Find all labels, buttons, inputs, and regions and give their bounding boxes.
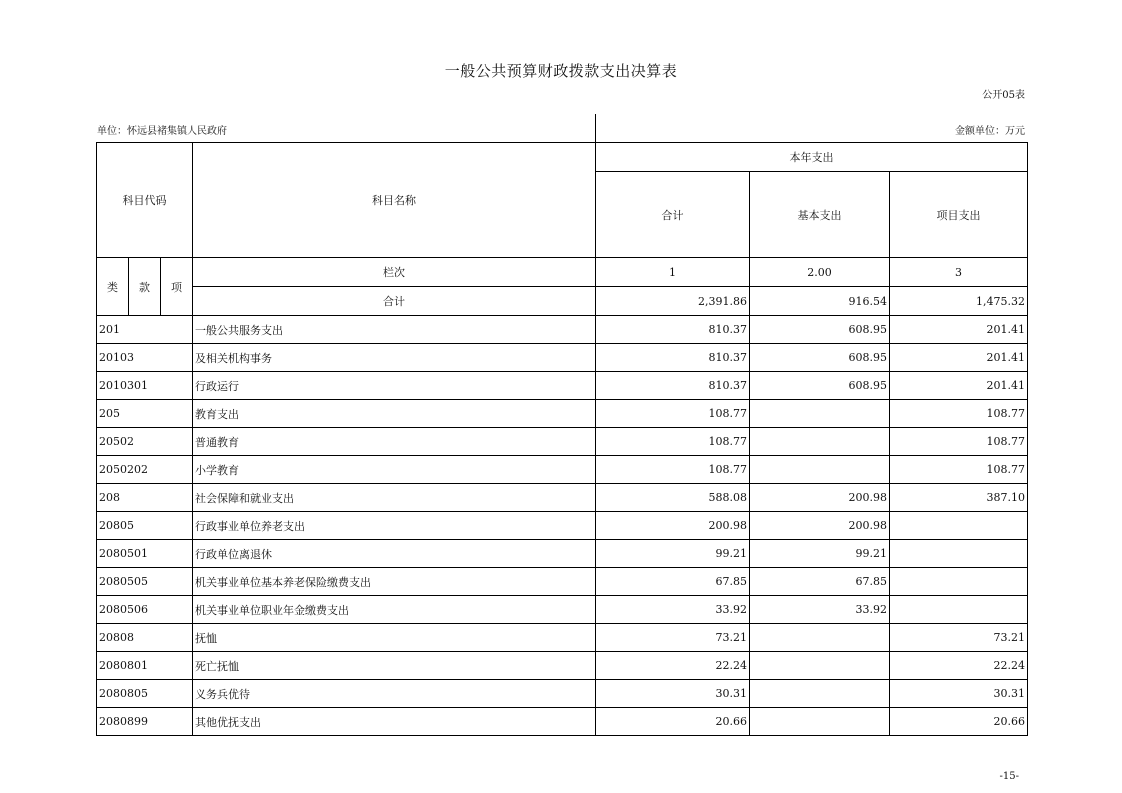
row-basic-expense: 99.21 — [750, 540, 890, 568]
row-total: 810.37 — [596, 344, 750, 372]
row-project-expense: 201.41 — [890, 316, 1028, 344]
page-number: -15- — [999, 771, 1019, 782]
row-project-expense — [890, 596, 1028, 624]
row-subject-name: 一般公共服务支出 — [193, 316, 596, 344]
row-basic-expense: 608.95 — [750, 316, 890, 344]
row-subject-name: 行政运行 — [193, 372, 596, 400]
row-subject-code: 20808 — [97, 624, 193, 652]
row-project-expense — [890, 512, 1028, 540]
header-basic-expense: 基本支出 — [750, 172, 890, 258]
header-divider — [595, 114, 596, 143]
row-subject-code: 2050202 — [97, 456, 193, 484]
document-title: 一般公共预算财政拨款支出决算表 — [444, 62, 678, 80]
row-subject-name: 抚恤 — [193, 624, 596, 652]
header-xiang: 项 — [161, 258, 193, 316]
row-basic-expense — [750, 400, 890, 428]
header-subject-code: 科目代码 — [97, 143, 193, 258]
header-total: 合计 — [596, 172, 750, 258]
amount-unit: 金额单位：万元 — [955, 126, 1025, 137]
row-subject-name: 及相关机构事务 — [193, 344, 596, 372]
row-basic-expense: 200.98 — [750, 512, 890, 540]
row-project-expense: 108.77 — [890, 456, 1028, 484]
row-total: 30.31 — [596, 680, 750, 708]
row-total: 73.21 — [596, 624, 750, 652]
row-project-expense: 30.31 — [890, 680, 1028, 708]
reporting-unit: 单位：怀远县褚集镇人民政府 — [97, 126, 227, 137]
row-subject-code: 2080899 — [97, 708, 193, 736]
row-subject-name: 行政单位离退休 — [193, 540, 596, 568]
row-basic-expense: 608.95 — [750, 344, 890, 372]
table-row — [97, 596, 1028, 624]
row-project-expense: 108.77 — [890, 400, 1028, 428]
row-project-expense: 22.24 — [890, 652, 1028, 680]
expense-table — [96, 142, 1028, 736]
row-total: 108.77 — [596, 428, 750, 456]
row-project-expense: 201.41 — [890, 372, 1028, 400]
row-total: 99.21 — [596, 540, 750, 568]
row-basic-expense: 33.92 — [750, 596, 890, 624]
row-basic-expense — [750, 680, 890, 708]
row-basic-expense — [750, 652, 890, 680]
row-basic-expense — [750, 428, 890, 456]
row-basic-expense: 200.98 — [750, 484, 890, 512]
table-row — [97, 344, 1028, 372]
row-subject-name: 机关事业单位职业年金缴费支出 — [193, 596, 596, 624]
sum-label: 合计 — [193, 287, 596, 316]
header-project-expense: 项目支出 — [890, 172, 1028, 258]
header-column-order: 栏次 — [193, 258, 596, 287]
row-basic-expense: 608.95 — [750, 372, 890, 400]
table-row — [97, 428, 1028, 456]
row-project-expense — [890, 568, 1028, 596]
row-total: 20.66 — [596, 708, 750, 736]
row-subject-name: 机关事业单位基本养老保险缴费支出 — [193, 568, 596, 596]
header-current-year-expense: 本年支出 — [596, 143, 1028, 172]
table-row — [97, 708, 1028, 736]
table-row — [97, 512, 1028, 540]
row-subject-code: 208 — [97, 484, 193, 512]
table-row — [97, 456, 1028, 484]
row-total: 22.24 — [596, 652, 750, 680]
row-project-expense: 73.21 — [890, 624, 1028, 652]
row-subject-code: 2080801 — [97, 652, 193, 680]
row-subject-code: 20103 — [97, 344, 193, 372]
table-row — [97, 372, 1028, 400]
row-project-expense: 201.41 — [890, 344, 1028, 372]
row-subject-name: 社会保障和就业支出 — [193, 484, 596, 512]
row-subject-name: 死亡抚恤 — [193, 652, 596, 680]
row-subject-code: 20502 — [97, 428, 193, 456]
row-total: 588.08 — [596, 484, 750, 512]
row-project-expense: 20.66 — [890, 708, 1028, 736]
header-col2: 2.00 — [750, 258, 890, 287]
table-row — [97, 540, 1028, 568]
row-subject-code: 2080501 — [97, 540, 193, 568]
header-lei: 类 — [97, 258, 129, 316]
sum-project: 1,475.32 — [890, 287, 1028, 316]
row-total: 67.85 — [596, 568, 750, 596]
row-basic-expense — [750, 708, 890, 736]
row-subject-name: 其他优抚支出 — [193, 708, 596, 736]
row-subject-code: 2010301 — [97, 372, 193, 400]
row-project-expense — [890, 540, 1028, 568]
row-subject-code: 20805 — [97, 512, 193, 540]
row-total: 33.92 — [596, 596, 750, 624]
row-subject-name: 教育支出 — [193, 400, 596, 428]
row-total: 108.77 — [596, 456, 750, 484]
row-basic-expense: 67.85 — [750, 568, 890, 596]
form-number: 公开05表 — [982, 90, 1025, 101]
table-row — [97, 680, 1028, 708]
row-total: 810.37 — [596, 316, 750, 344]
row-subject-code: 205 — [97, 400, 193, 428]
header-col3: 3 — [890, 258, 1028, 287]
table-row — [97, 316, 1028, 344]
table-row — [97, 400, 1028, 428]
row-project-expense: 387.10 — [890, 484, 1028, 512]
header-subject-name: 科目名称 — [193, 143, 596, 258]
row-project-expense: 108.77 — [890, 428, 1028, 456]
row-subject-name: 普通教育 — [193, 428, 596, 456]
sum-total: 2,391.86 — [596, 287, 750, 316]
row-subject-code: 201 — [97, 316, 193, 344]
sum-basic: 916.54 — [750, 287, 890, 316]
header-kuan: 款 — [129, 258, 161, 316]
row-total: 810.37 — [596, 372, 750, 400]
row-basic-expense — [750, 624, 890, 652]
row-subject-name: 义务兵优待 — [193, 680, 596, 708]
row-basic-expense — [750, 456, 890, 484]
table-row — [97, 624, 1028, 652]
header-col1: 1 — [596, 258, 750, 287]
row-subject-code: 2080805 — [97, 680, 193, 708]
row-subject-name: 小学教育 — [193, 456, 596, 484]
table-row — [97, 652, 1028, 680]
row-subject-name: 行政事业单位养老支出 — [193, 512, 596, 540]
table-row — [97, 568, 1028, 596]
row-subject-code: 2080505 — [97, 568, 193, 596]
row-subject-code: 2080506 — [97, 596, 193, 624]
table-row — [97, 484, 1028, 512]
row-total: 108.77 — [596, 400, 750, 428]
row-total: 200.98 — [596, 512, 750, 540]
